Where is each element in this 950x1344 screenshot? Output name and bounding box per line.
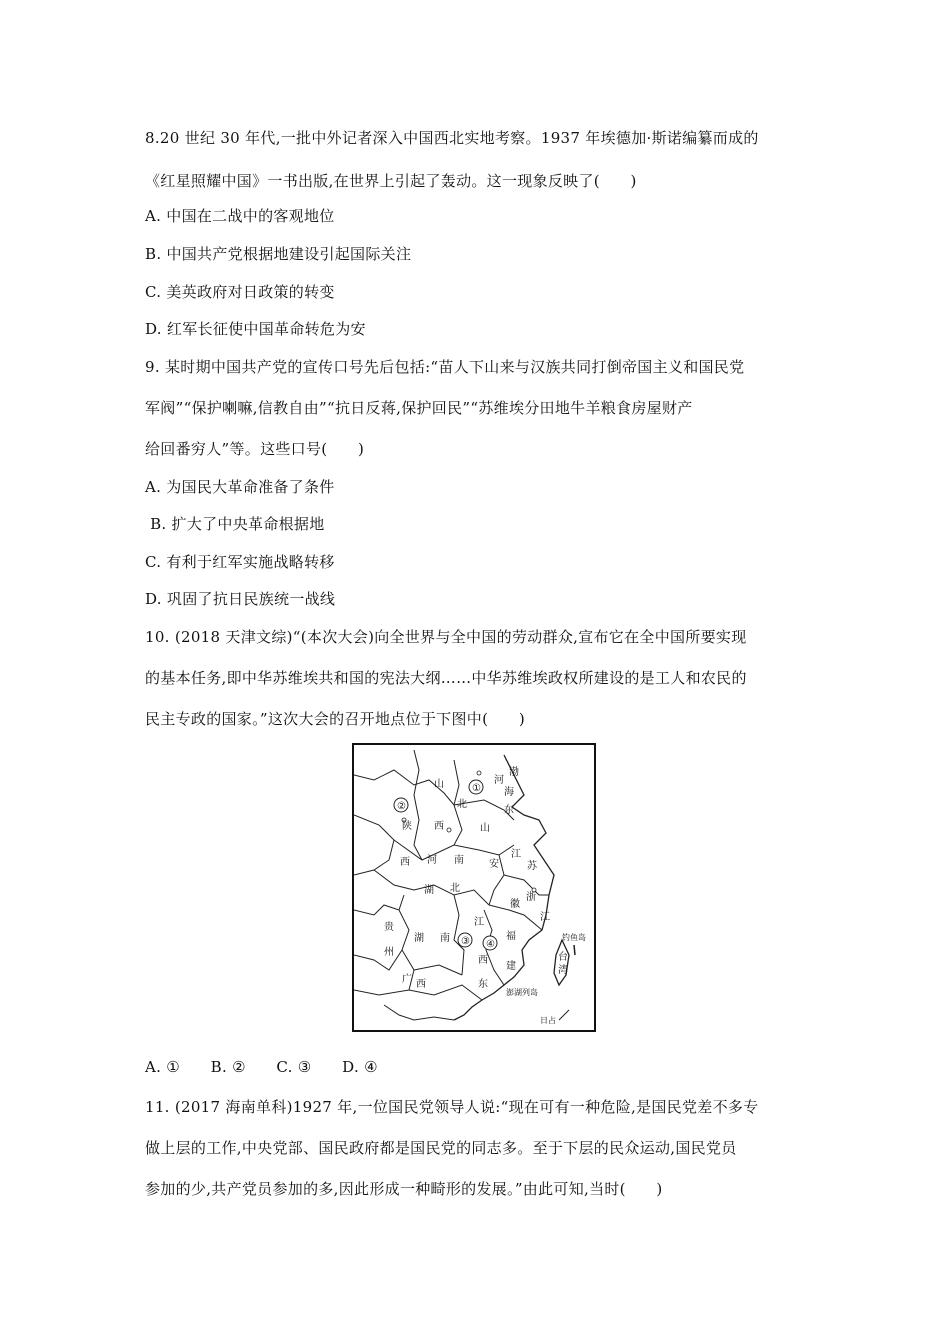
- marker-2: ②: [397, 801, 406, 812]
- q9-option-b: B. 扩大了中央革命根据地: [145, 515, 325, 533]
- label-bei2: 北: [450, 883, 460, 894]
- q10-stem-line-3: 民主专政的国家。”这次大会的召开地点位于下图中( ): [145, 710, 525, 728]
- q11-stem-line-3: 参加的少,共产党员参加的多,因此形成一种畸形的发展。”由此可知,当时( ): [145, 1180, 663, 1198]
- label-shan2: 山: [480, 823, 490, 834]
- label-hai: 海: [504, 787, 514, 798]
- label-nan2: 南: [440, 933, 450, 944]
- q8-option-c: C. 美英政府对日政策的转变: [145, 283, 335, 301]
- q9-stem-line-2: 军阀”“保护喇嘛,信教自由”“抗日反蒋,保护回民”“苏维埃分田地牛羊粮食房屋财产: [145, 399, 693, 417]
- label-rizhan: 日占: [540, 1016, 556, 1025]
- q8-option-d: D. 红军长征使中国革命转危为安: [145, 320, 366, 338]
- label-penghu: 澎湖列岛: [506, 988, 538, 997]
- label-xi2: 西: [400, 857, 410, 868]
- label-wan: 湾: [558, 965, 568, 976]
- q11-stem-line-2: 做上层的工作,中央党部、国民政府都是国民党的同志多。至于下层的民众运动,国民党员: [145, 1139, 737, 1157]
- q9-stem-line-3: 给回番穷人”等。这些口号( ): [145, 440, 365, 458]
- label-he2: 河: [427, 855, 437, 866]
- label-xi4: 西: [416, 979, 426, 990]
- q9-stem-line-1: 9. 某时期中国共产党的宣传口号先后包括:“苗人下山来与汉族共同打倒帝国主义和国民党: [145, 358, 745, 376]
- q8-stem-line-1: 8.20 世纪 30 年代,一批中外记者深入中国西北实地考察。1937 年埃德加·斯诺编纂而成的: [145, 129, 759, 147]
- label-xi3: 西: [478, 955, 488, 966]
- label-bei: 北: [457, 799, 467, 810]
- q8-stem-line-2: 《红星照耀中国》一书出版,在世界上引起了轰动。这一现象反映了( ): [145, 172, 637, 190]
- china-map-svg: [354, 745, 594, 1030]
- marker-1: ①: [472, 783, 481, 794]
- label-dong2: 东: [478, 979, 488, 990]
- q11-stem-line-1: 11. (2017 海南单科)1927 年,一位国民党领导人说:“现在可有一种危险,是国民党差不多专: [145, 1098, 759, 1116]
- label-shaan: 陕: [402, 821, 412, 832]
- label-guang: 广: [402, 974, 412, 985]
- label-hui: 徽: [510, 899, 520, 910]
- label-hu: 湖: [424, 885, 434, 896]
- label-dong: 东: [504, 805, 514, 816]
- q10-stem-line-2: 的基本任务,即中华苏维埃共和国的宪法大纲……中华苏维埃政权所建设的是工人和农民的: [145, 669, 747, 687]
- label-shan1: 山: [434, 779, 444, 790]
- q10-options: A. ① B. ② C. ③ D. ④: [145, 1058, 378, 1076]
- label-jiang2: 江: [540, 912, 550, 923]
- label-bo: 渤: [509, 767, 519, 778]
- marker-3: ③: [461, 936, 470, 947]
- label-fu: 福: [506, 931, 516, 942]
- q9-option-a: A. 为国民大革命准备了条件: [145, 478, 335, 496]
- q10-stem-line-1: 10. (2018 天津文综)“(本次大会)向全世界与全中国的劳动群众,宣布它在全中国所要实现: [145, 628, 747, 646]
- label-jiang3: 江: [474, 917, 484, 928]
- label-jiang1: 江: [511, 849, 521, 860]
- label-he: 河: [494, 775, 504, 786]
- label-jian: 建: [506, 961, 516, 972]
- marker-4: ④: [486, 939, 495, 950]
- label-diaoyu: 钓鱼岛: [562, 933, 586, 942]
- q9-option-d: D. 巩固了抗日民族统一战线: [145, 590, 336, 608]
- china-map-figure: [352, 743, 596, 1032]
- q8-option-b: B. 中国共产党根据地建设引起国际关注: [145, 245, 412, 263]
- label-su: 苏: [527, 861, 537, 872]
- label-xi1: 西: [434, 821, 444, 832]
- label-nan: 南: [454, 855, 464, 866]
- q9-option-c: C. 有利于红军实施战略转移: [145, 553, 335, 571]
- label-gui: 贵: [384, 922, 394, 933]
- label-zhe: 浙: [526, 892, 536, 903]
- label-zhou: 州: [384, 947, 394, 958]
- q8-option-a: A. 中国在二战中的客观地位: [145, 207, 335, 225]
- label-an: 安: [489, 859, 499, 870]
- label-tai: 台: [558, 952, 568, 963]
- label-hu2: 湖: [414, 933, 424, 944]
